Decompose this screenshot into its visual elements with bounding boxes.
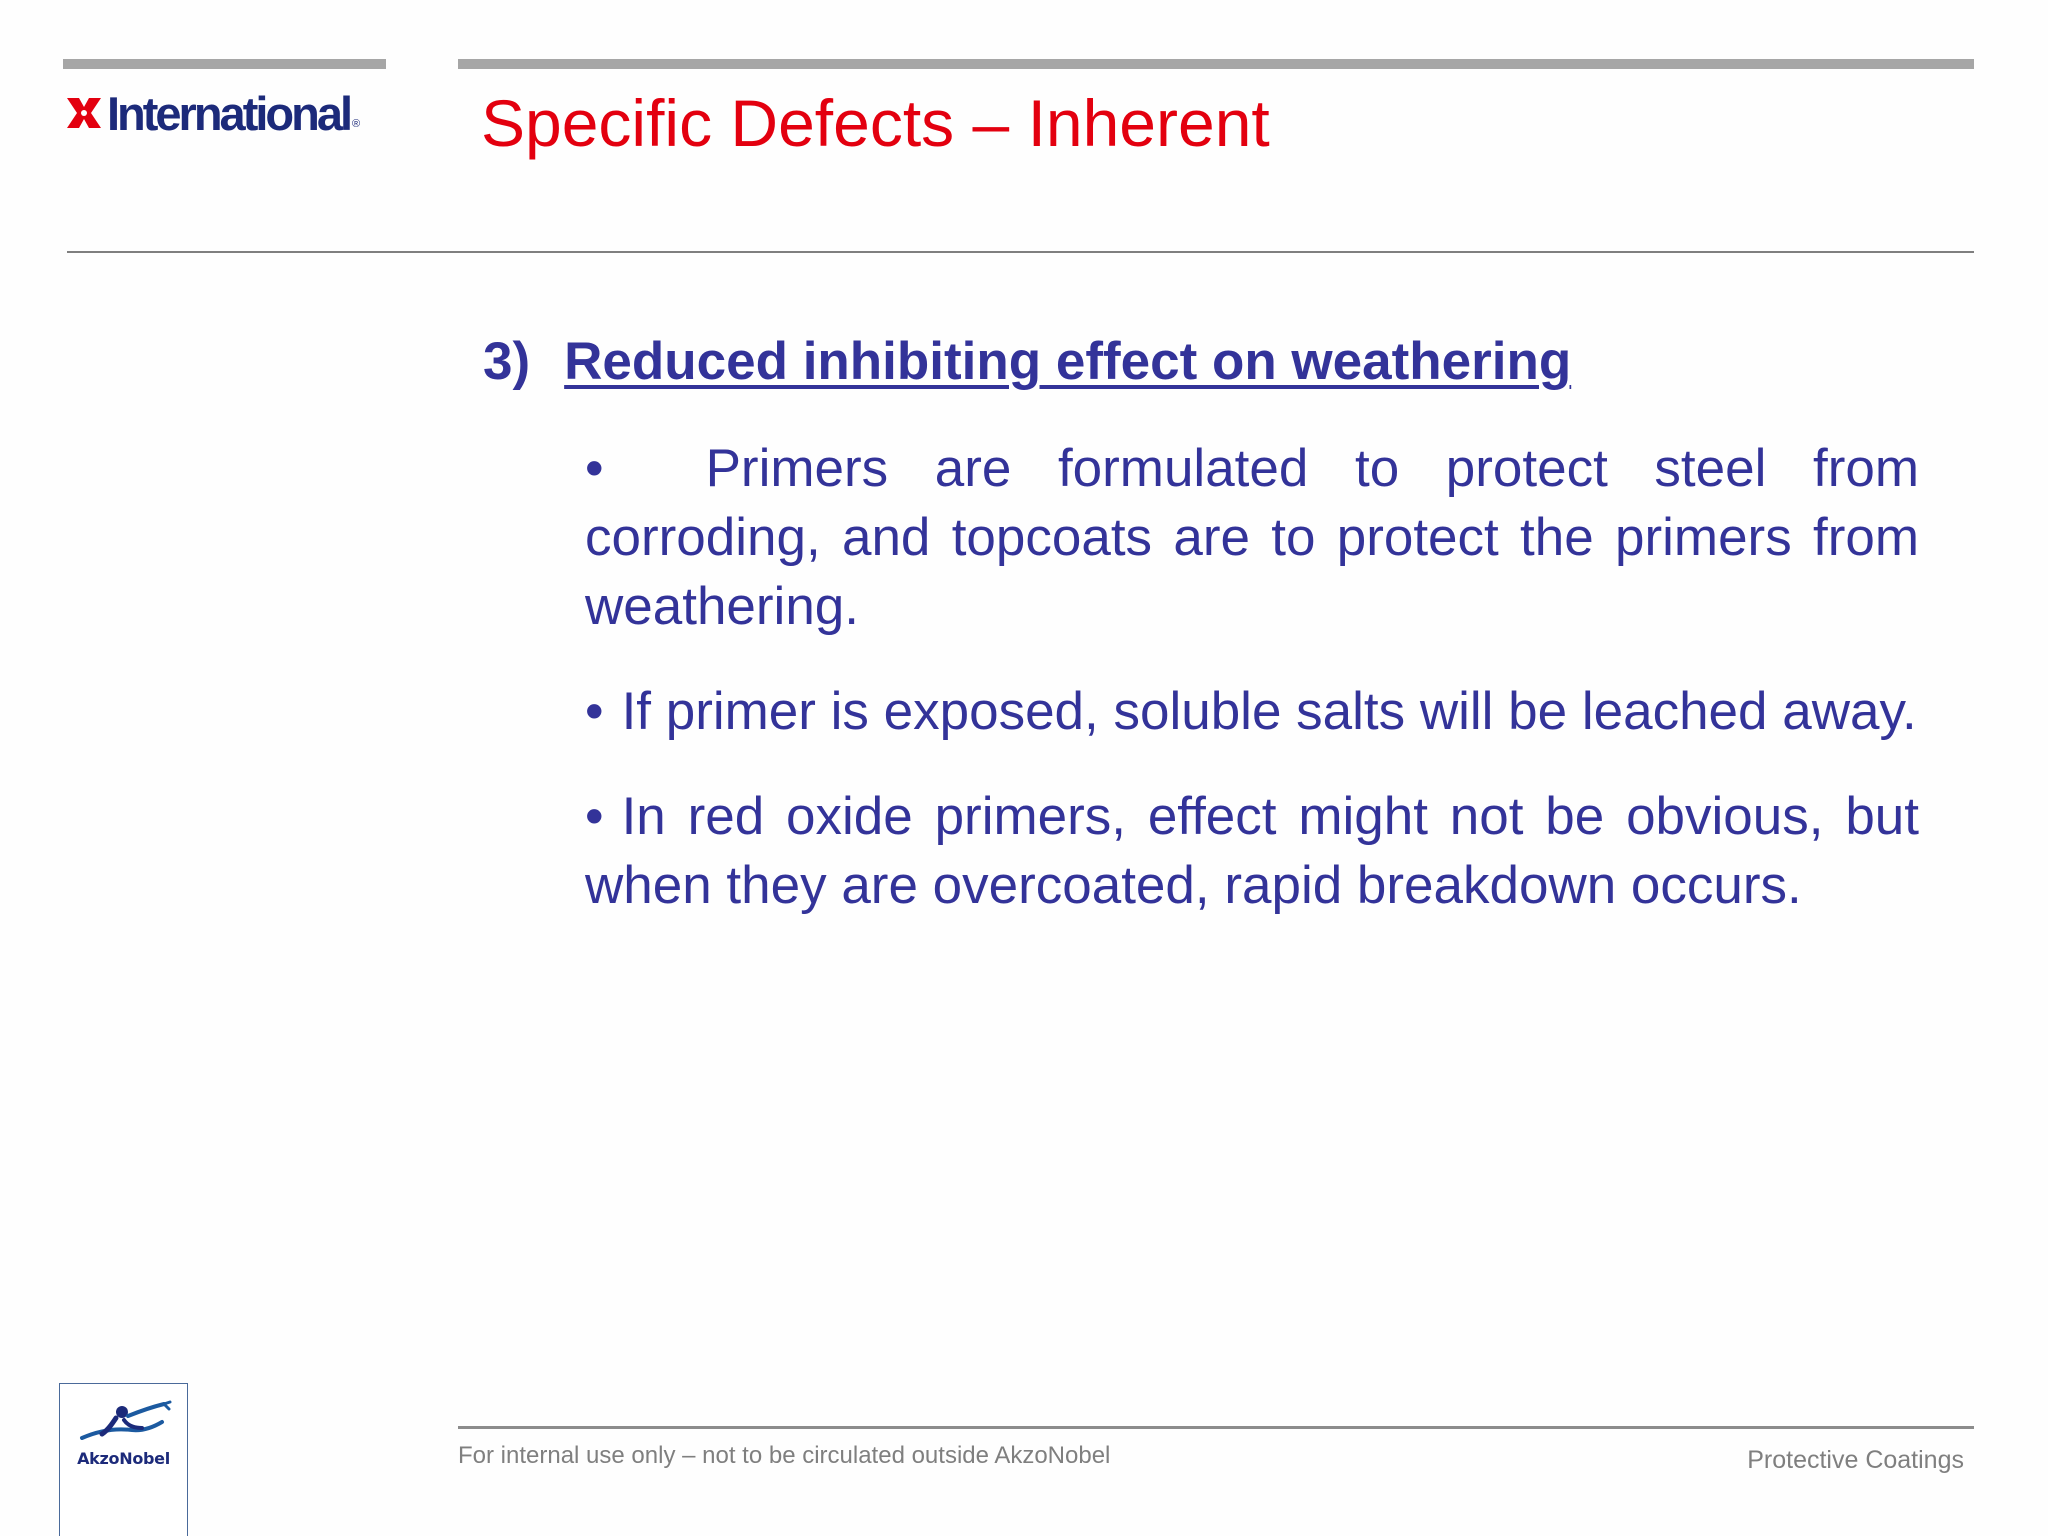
bullet-text: Primers are formulated to protect steel from corroding, and topcoats are to protect the primers from weathering.	[585, 439, 1919, 636]
international-x-logo-icon	[63, 92, 105, 134]
top-bar-right	[458, 59, 1974, 69]
bullet-dot: •	[585, 787, 604, 846]
bullet-dot: •	[585, 682, 604, 741]
bullet-dot: •	[585, 439, 604, 498]
bullet-item	[585, 677, 1919, 746]
bullet-item	[585, 434, 1919, 641]
logo-registered-mark: ®	[352, 118, 361, 130]
bullet-list	[585, 434, 1919, 956]
title-divider	[67, 251, 1974, 253]
footer-notice: For internal use only – not to be circulated outside AkzoNobel	[458, 1442, 1111, 1469]
section-heading	[483, 330, 1571, 394]
bullet-text: If primer is exposed, soluble salts will be leached away.	[621, 682, 1917, 741]
akzonobel-figure-icon	[72, 1400, 176, 1440]
international-logo	[63, 88, 360, 138]
logo-wordmark: International	[107, 86, 351, 140]
footer-division: Protective Coatings	[1747, 1446, 1964, 1474]
bullet-item	[585, 782, 1919, 920]
bullet-text: In red oxide primers, effect might not be obvious, but when they are overcoated, rapid breakdown occurs.	[585, 787, 1919, 915]
top-bar-left	[63, 59, 386, 69]
footer-divider	[458, 1426, 1974, 1429]
akzonobel-wordmark: AkzoNobel	[77, 1449, 170, 1468]
akzonobel-logo	[59, 1383, 188, 1536]
slide-title: Specific Defects – Inherent	[481, 86, 1270, 160]
section-heading-text: Reduced inhibiting effect on weathering	[564, 332, 1572, 391]
section-number: 3)	[483, 332, 531, 391]
